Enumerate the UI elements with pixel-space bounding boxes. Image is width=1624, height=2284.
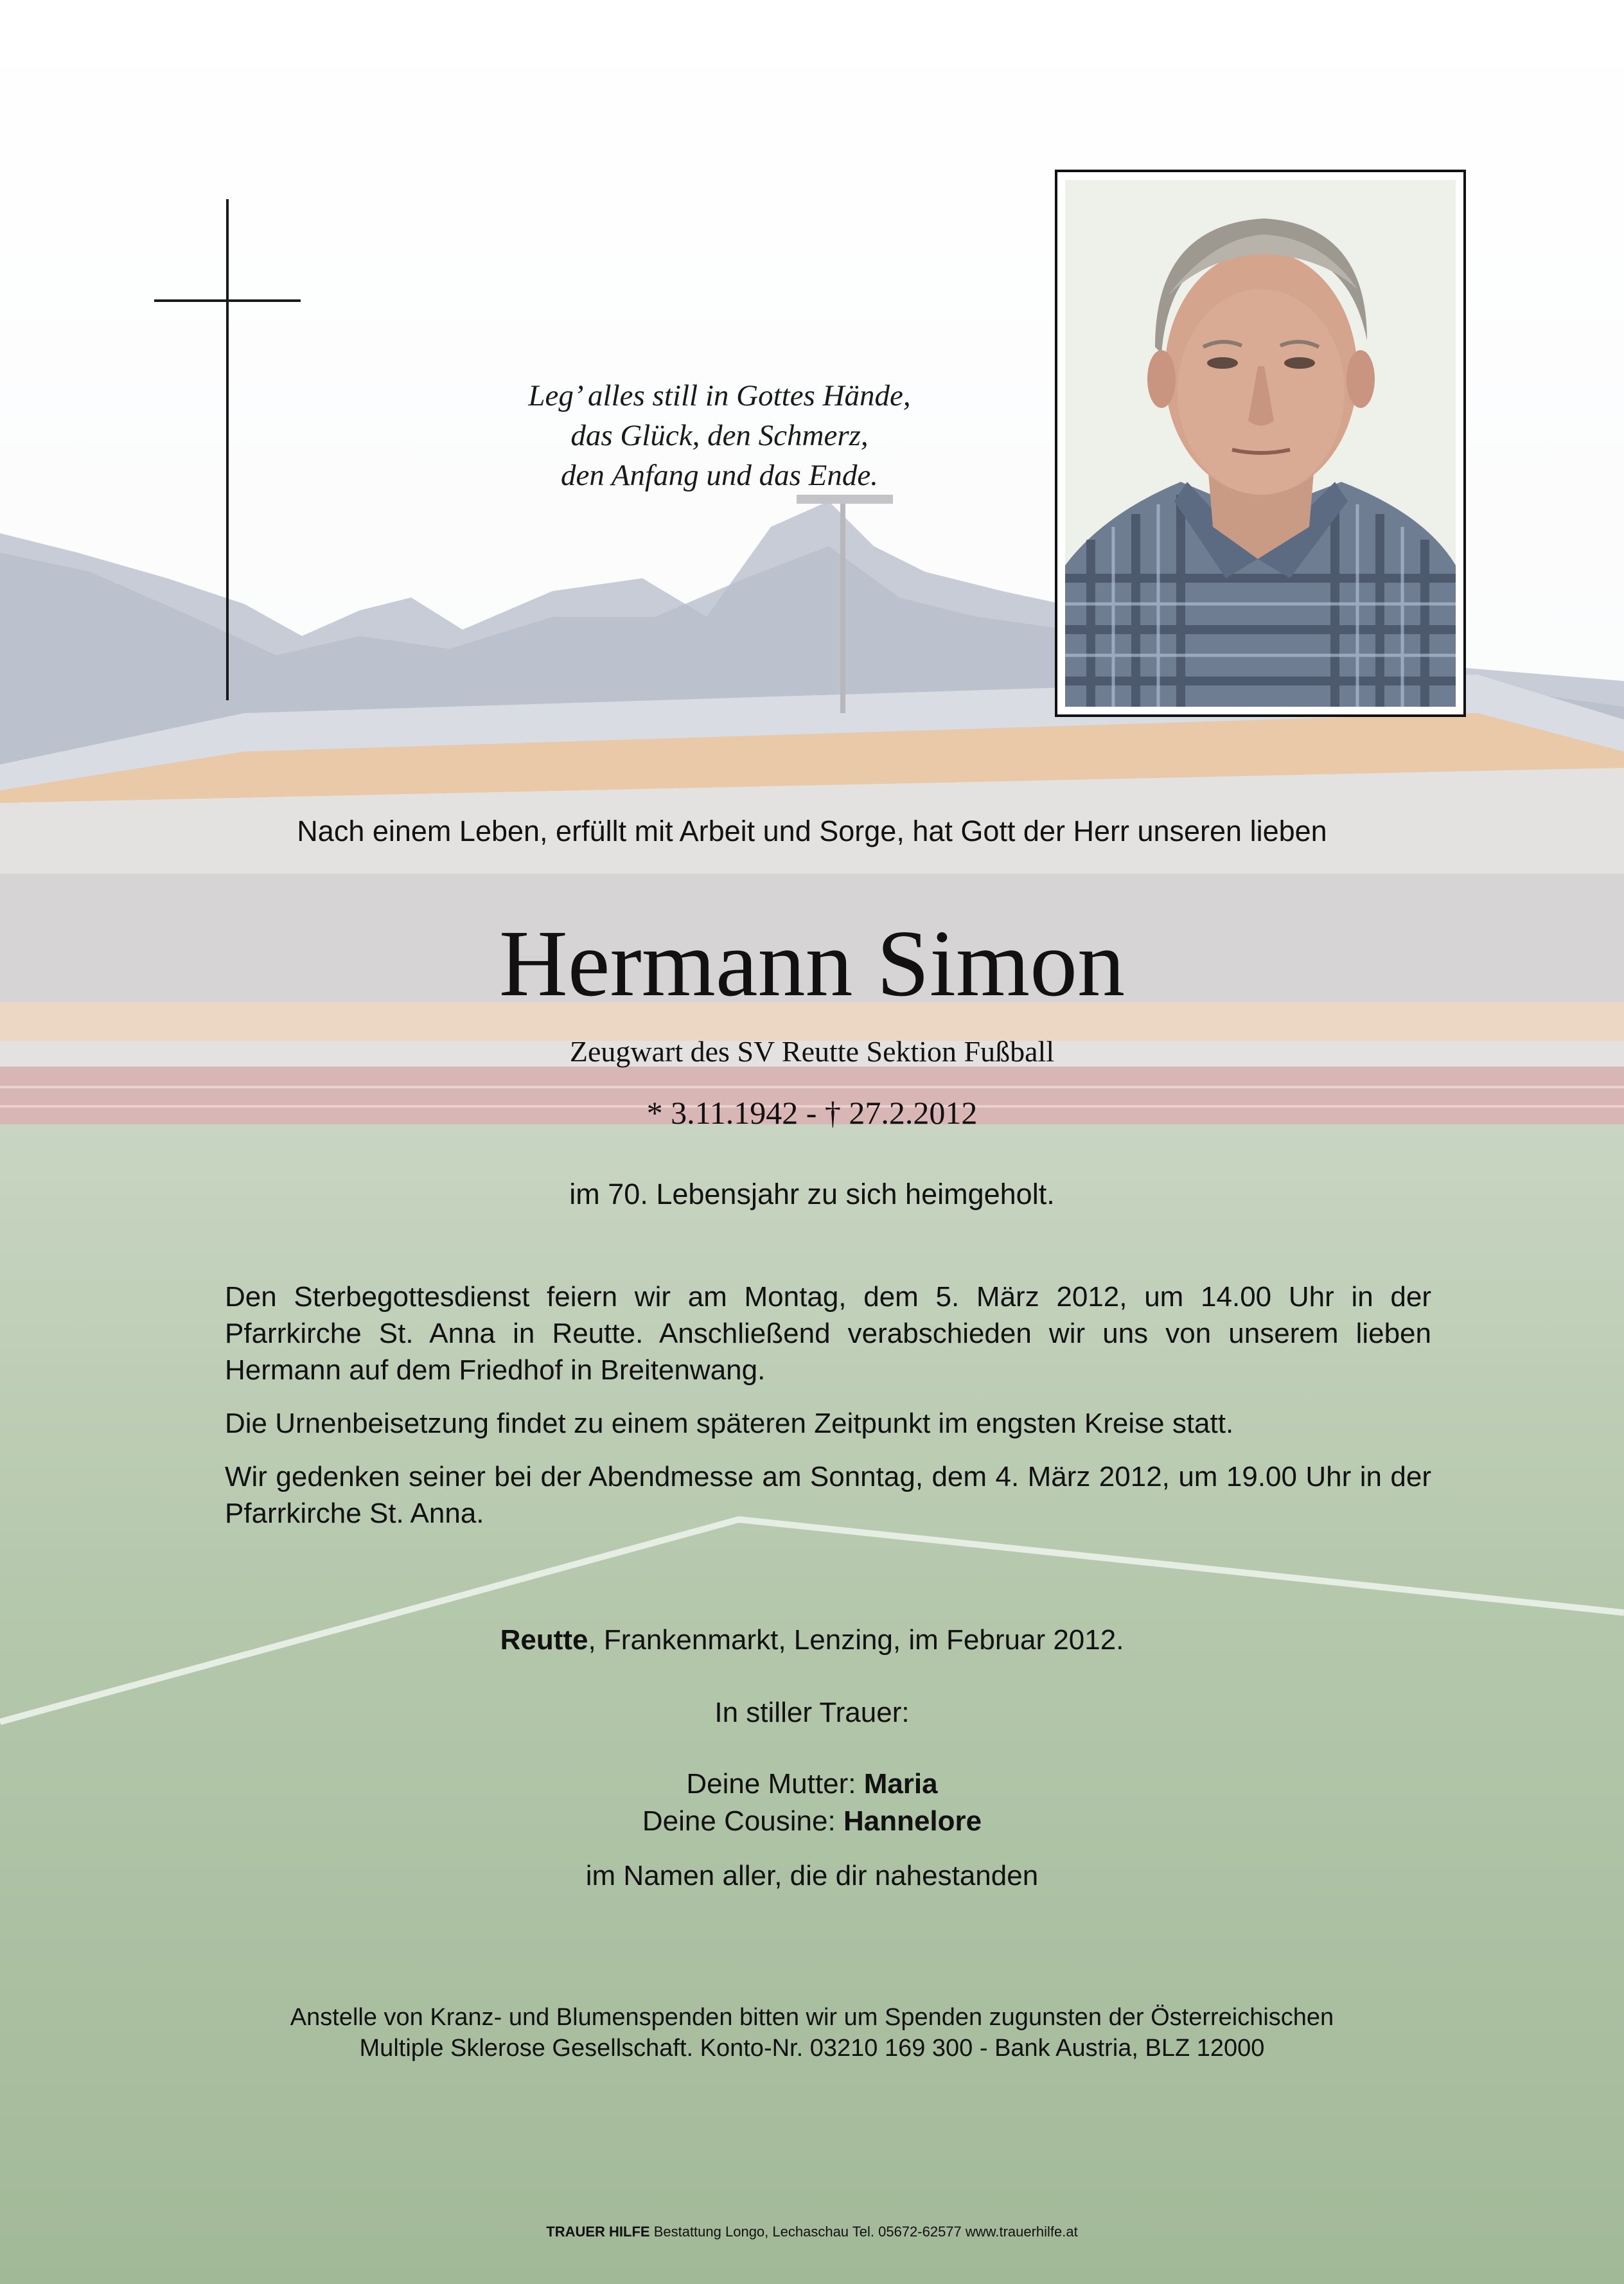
funeral-service-paragraph: Den Sterbegottesdienst feiern wir am Montag, dem 5. März 2012, um 14.00 Uhr in der Pfarrkirche St. Anna in Reutte. Anschließend verabschieden wir uns von unserem lieben Hermann auf dem Friedhof in Breitenwang. bbox=[225, 1281, 1431, 1386]
donation-line-2: Multiple Sklerose Gesellschaft. Konto-Nr. 03210 169 300 - Bank Austria, BLZ 12000 bbox=[359, 2035, 1265, 2062]
mourning-line: In stiller Trauer: bbox=[714, 1697, 910, 1728]
footer-text: Bestattung Longo, Lechaschau Tel. 05672-62577 www.trauerhilfe.at bbox=[649, 2224, 1078, 2240]
portrait-photo bbox=[1055, 170, 1466, 717]
cross-icon bbox=[226, 199, 229, 700]
deceased-role: Zeugwart des SV Reutte Sektion Fußball bbox=[569, 1035, 1055, 1068]
cross-icon-bar bbox=[154, 299, 301, 302]
mother-name: Maria bbox=[863, 1768, 938, 1800]
urn-burial-paragraph: Die Urnenbeisetzung findet zu einem späteren Zeitpunkt im engsten Kreise statt. bbox=[225, 1408, 1234, 1439]
memorial-verse bbox=[411, 376, 1028, 495]
relative-mother bbox=[0, 1768, 1624, 1800]
cousin-name: Hannelore bbox=[843, 1805, 982, 1837]
place-date-rest: , Frankenmarkt, Lenzing, im Februar 2012. bbox=[588, 1624, 1124, 1656]
relative-cousin bbox=[0, 1805, 1624, 1837]
place-bold: Reutte bbox=[500, 1624, 588, 1656]
footer-imprint bbox=[0, 2224, 1624, 2240]
service-details bbox=[225, 1279, 1431, 1548]
life-dates: * 3.11.1942 - † 27.2.2012 bbox=[646, 1095, 978, 1131]
donation-line-1: Anstelle von Kranz- und Blumenspenden bitten wir um Spenden zugunsten der Österreichischen bbox=[290, 2004, 1334, 2031]
verse-line-1: Leg’ alles still in Gottes Hände, bbox=[528, 379, 911, 412]
cousin-label: Deine Cousine: bbox=[642, 1805, 843, 1837]
verse-line-2: das Glück, den Schmerz, bbox=[570, 419, 869, 452]
evening-mass-paragraph: Wir gedenken seiner bei der Abendmesse am Sonntag, dem 4. März 2012, um 19.00 Uhr in der Pfarrkirche St. Anna. bbox=[225, 1461, 1431, 1529]
verse-line-3: den Anfang und das Ende. bbox=[561, 459, 878, 492]
closing-line: im Namen aller, die dir nahestanden bbox=[585, 1860, 1039, 1891]
deceased-name: Hermann Simon bbox=[499, 911, 1125, 1016]
age-line: im 70. Lebensjahr zu sich heimgeholt. bbox=[569, 1178, 1055, 1210]
footer-brand: TRAUER HILFE bbox=[546, 2224, 650, 2240]
intro-text: Nach einem Leben, erfüllt mit Arbeit und Sorge, hat Gott der Herr unseren lieben bbox=[297, 815, 1327, 847]
place-date-line bbox=[0, 1624, 1624, 1656]
mother-label: Deine Mutter: bbox=[686, 1768, 864, 1800]
donation-note bbox=[0, 2002, 1624, 2064]
